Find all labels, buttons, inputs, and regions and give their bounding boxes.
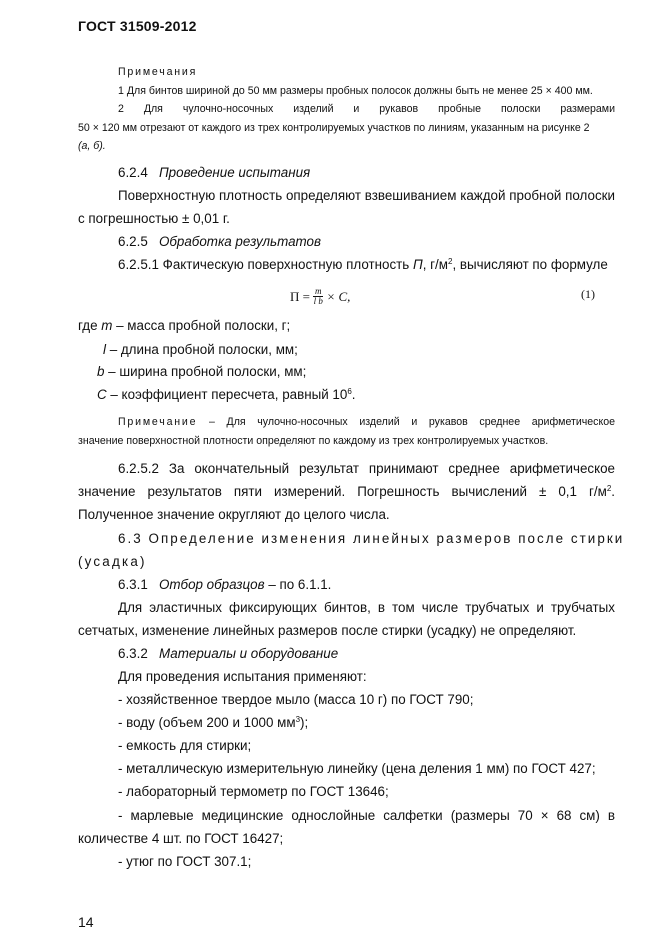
- where-b: b – ширина пробной полоски, мм;: [97, 364, 307, 379]
- section-6-2-5-2-line-3: Полученное значение округляют до целого числа.: [78, 507, 390, 522]
- page-number: 14: [78, 914, 94, 930]
- section-6-2-4-text-line-1: Поверхностную плотность определяют взвешиванием каждой пробной полоски: [118, 188, 615, 203]
- section-number: 6.2.5: [118, 234, 148, 249]
- section-title: Проведение испытания: [158, 165, 311, 180]
- section-6-3-1-text-line-1: Для эластичных фиксирующих бинтов, в том числе трубчатых и трубчатых: [118, 600, 615, 615]
- section-6-3-2-heading: 6.3.2 Материалы и оборудование: [118, 646, 339, 661]
- section-6-2-4-text-line-2: с погрешностью ± 0,01 г.: [78, 211, 230, 226]
- section-6-2-4-heading: [118, 165, 615, 181]
- list-item: - хозяйственное твердое мыло (масса 10 г) по ГОСТ 790;: [118, 692, 474, 707]
- note-item-2-line-2: 50 × 120 мм отрезают от каждого из трех контролируемых участков по линиям, указанным на рисунке 2: [78, 122, 590, 134]
- section-6-2-5-2-line-2: значение результатов пяти измерений. Погрешность вычислений ± 0,1 $г/м^2$.: [78, 484, 615, 499]
- note-2-line-2: значение поверхностной плотности определяют по каждому из трех контролируемых участков.: [78, 435, 549, 447]
- note-title: Примечания: [118, 66, 198, 78]
- where-l: l – длина пробной полоски, мм;: [103, 342, 298, 357]
- list-item: - лабораторный термометр по ГОСТ 13646;: [118, 784, 389, 799]
- section-number: 6.2.4: [118, 165, 148, 180]
- document-header: ГОСТ 31509-2012: [78, 18, 197, 34]
- note-2-line-1: Примечание – Для чулочно-носочных изделий и рукавов среднее арифметическое: [118, 416, 615, 428]
- note-item-2-line-1: 2 Для чулочно-носочных изделий и рукавов пробные полоски размерами: [118, 103, 615, 115]
- where-m: где m – масса пробной полоски, г;: [78, 318, 291, 333]
- section-6-3-heading-line-2: (усадка): [78, 554, 147, 569]
- section-6-3-1-heading: 6.3.1 Отбор образцов – по 6.1.1.: [118, 577, 332, 592]
- note-item-2-line-3: (а, б).: [78, 140, 106, 152]
- section-6-3-2-intro: Для проведения испытания применяют:: [118, 669, 367, 684]
- section-6-2-5-1-text: 6.2.5.1 Фактическую поверхностную плотность П, $г/м^2$, вычисляют по формуле: [118, 257, 608, 272]
- list-item: - утюг по ГОСТ 307.1;: [118, 854, 252, 869]
- section-6-2-5-heading: [118, 234, 615, 250]
- formula: П = $\frac{m}{\text{l b}}$ × C,: [290, 286, 351, 306]
- list-item: - воду (объем 200 и 1000 $мм^3$);: [118, 715, 309, 730]
- equation-number: (1): [581, 287, 595, 301]
- section-title: Обработка результатов: [158, 234, 321, 249]
- formula-fraction: $\frac{m}{\text{l b}}$: [313, 286, 323, 306]
- section-6-2-5-2-line-1: 6.2.5.2 За окончательный результат принимают среднее арифметическое: [118, 461, 615, 476]
- list-item: - емкость для стирки;: [118, 738, 252, 753]
- where-c: C – коэффициент пересчета, равный $10^6$.: [97, 387, 356, 402]
- note-item-1: 1 Для бинтов шириной до 50 мм размеры пробных полосок должны быть не менее 25 × 400 мм.: [118, 85, 593, 97]
- list-item: - марлевые медицинские однослойные салфетки (размеры 70 × 68 см) в: [118, 808, 615, 823]
- section-6-3-1-text-line-2: сетчатых, изменение линейных размеров после стирки (усадку) не определяют.: [78, 623, 577, 638]
- section-6-3-heading-line-1: 6.3 Определение изменения линейных размеров после стирки: [118, 531, 625, 546]
- list-item: - металлическую измерительную линейку (цена деления 1 мм) по ГОСТ 427;: [118, 761, 596, 776]
- list-item-continuation: количестве 4 шт. по ГОСТ 16427;: [78, 831, 284, 846]
